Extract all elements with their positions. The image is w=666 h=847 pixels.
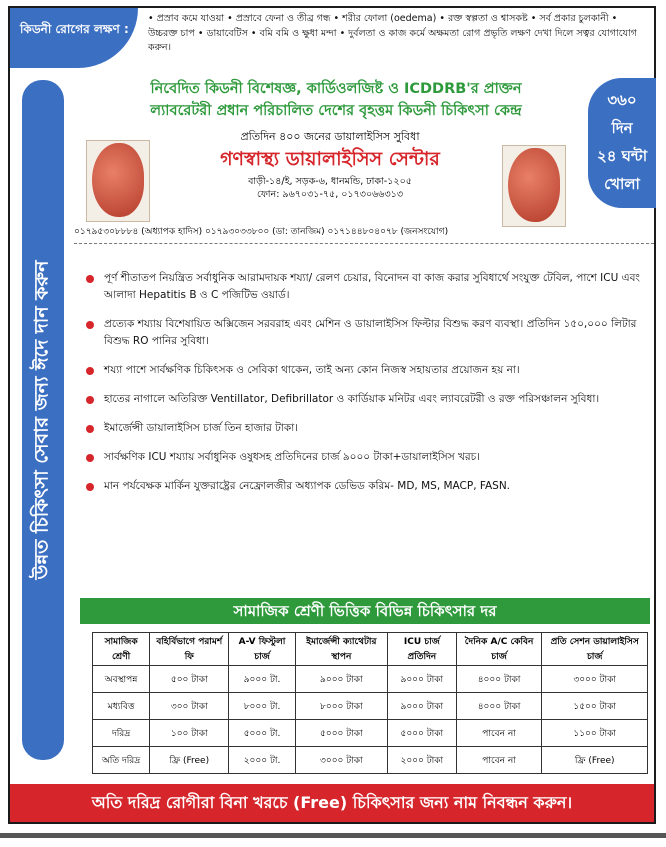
header-tagline (86, 78, 586, 122)
table-cell: ফ্রি (Free) (150, 747, 229, 774)
table-header-cell: প্রতি সেশন ডায়ালাইসিস চার্জ (542, 633, 648, 666)
feature-item: প্রত্যেক শয্যায় বিশেষায়িত অক্সিজেন সরবরাহ এবং মেশিন ও ডায়ালাইসিস ফিল্টার বিশুদ্ধ করণ ব্যবস্থা। প্রতিদিন ১৫০,০০০ লিটার বিশুদ্ধ RO পানির সুবিধা। (80, 316, 652, 350)
table-cell: ৯০০০ টাকা (295, 666, 387, 693)
rates-title: সামাজিক শ্রেণী ভিত্তিক বিভিন্ন চিকিৎসার দর (80, 598, 650, 624)
table-cell: অতি দরিদ্র (93, 747, 150, 774)
table-cell: ৫০০ টাকা (150, 666, 229, 693)
feature-item: সার্বক্ষণিক ICU শয্যায় সর্বাধুনিক ওষুধসহ প্রতিদিনের চার্জ ৯০০০ টাকা+ডায়ালাইসিস খরচ। (80, 449, 652, 466)
center-address-block (210, 175, 450, 201)
table-header-cell: A-V ফিস্টুলা চার্জ (229, 633, 295, 666)
divider (74, 243, 654, 244)
table-cell: ২০০০ টাকা (387, 747, 456, 774)
table-cell: ১০০ টাকা (150, 720, 229, 747)
table-cell: ৫০০০ টা. (229, 720, 295, 747)
table-row (93, 693, 648, 720)
table-cell: ৫০০০ টাকা (387, 720, 456, 747)
feature-item: পূর্ণ শীতাতপ নিয়ন্ত্রিত সর্বাধুনিক আরামদায়ক শয্যা/ রেলণ চেয়ার, বিনোদন বা কাজ করার সুবিধার্থে সংযুক্ত টেবিল, পাশে ICU এবং আলাদা Hepatitis B ও C পজিটিভ ওয়ার্ড। (80, 270, 652, 304)
badge-line-2: দিন (611, 119, 633, 137)
table-cell: ৪০০০ টাকা (456, 693, 542, 720)
table-cell: ১৫০০ টাকা (542, 693, 648, 720)
table-cell: ৯০০০ টাকা (387, 666, 456, 693)
daily-capacity: প্রতিদিন ৪০০ জনের ডায়ালাইসিস সুবিধা (240, 130, 420, 143)
table-cell: মধ্যবিত্ত (93, 693, 150, 720)
table-cell: ১১০০ টাকা (542, 720, 648, 747)
table-header-cell: বহির্বিভাগে পরামর্শ ফি (150, 633, 229, 666)
table-cell: ৩০০০ টাকা (295, 747, 387, 774)
table-cell: ফ্রি (Free) (542, 747, 648, 774)
table-cell: ৮০০০ টাকা (295, 693, 387, 720)
rates-table (92, 632, 648, 774)
feature-item: শয্যা পাশে সার্বক্ষণিক চিকিৎসক ও সেবিকা থাকেন, তাই অন্য কোন নিজস্ব সহায়তার প্রয়োজন হয় না। (80, 362, 652, 379)
table-cell: ৯০০০ টাকা (387, 693, 456, 720)
symptoms-text: • প্রস্রাব কমে যাওয়া • প্রস্রাবে ফেনা ও তীব্র গন্ধ • শরীর ফোলা (oedema) • রক্ত স্বল্পতা ও শ্বাসকষ্ট • সর্ব প্রকার চুলকানী • উচ্চরক্ত চাপ • ডায়াবেটিস • বমি বমি ও ক্ষুধা মন্দা • দুর্বলতা ও কাজ কর্মে অক্ষমতা রোগ প্রভৃতি লক্ষণ দেখা দিলে সত্বর যোগাযোগ করুন। (148, 13, 637, 53)
table-cell: দরিদ্র (93, 720, 150, 747)
vertical-donation-banner (22, 80, 64, 760)
table-row (93, 720, 648, 747)
table-cell: পাবেন না (456, 747, 542, 774)
symptoms-label: কিডনী রোগের লক্ষণ : (10, 8, 138, 68)
kidney-icon-right (508, 148, 560, 222)
center-phone: ফোন: ৯৬৭০৩১-৭৫, ০১৭৩০৬৬৩১৩ (256, 189, 404, 200)
header-line-2: ল্যাবরেটরী প্রধান পরিচালিত দেশের বৃহত্তম কিডনী চিকিৎসা কেন্দ্র (150, 103, 522, 119)
table-header-cell: দৈনিক A/C কেবিন চার্জ (456, 633, 542, 666)
table-cell: অবস্থাপন্ন (93, 666, 150, 693)
kidney-icon-left (92, 143, 144, 217)
table-cell: ৪০০০ টাকা (456, 666, 542, 693)
table-cell: ৯০০০ টা. (229, 666, 295, 693)
header-line-1: নিবেদিত কিডনী বিশেষজ্ঞ, কার্ডিওলজিষ্ট ও ICDDRB'র প্রাক্তন (150, 81, 522, 97)
table-cell: ৫০০০ টাকা (295, 720, 387, 747)
table-header-cell: ইমার্জেন্সী ক্যাথেটার স্থাপন (295, 633, 387, 666)
table-header-cell: সামাজিক শ্রেণী (93, 633, 150, 666)
contact-phones: ০১৭৯৫৩০৮৮৮৪ (অধ্যাপক হাদিস) ০১৭৯৩০৩৩৮০০ (ডা: তানজিম) ০১৭১৪৪৮০৪০৭৮ (জনসংযোগ) (74, 227, 449, 237)
table-cell: ৩০০ টাকা (150, 693, 229, 720)
feature-item: মান পর্যবেক্ষক মার্কিন যুক্তরাষ্ট্রের নেফ্রোলজীর অধ্যাপক ডেভিড করিম- MD, MS, MACP, FASN. (80, 478, 652, 495)
badge-line-1: ৩৬০ (607, 91, 637, 109)
feature-list (80, 270, 652, 507)
table-cell: ৩০০০ টাকা (542, 666, 648, 693)
table-header-cell: ICU চার্জ প্রতিদিন (387, 633, 456, 666)
table-row (93, 666, 648, 693)
table-row (93, 747, 648, 774)
advertisement (8, 6, 656, 824)
free-registration-footer: অতি দরিদ্র রোগীরা বিনা খরচে (Free) চিকিৎসার জন্য নাম নিবন্ধন করুন। (10, 784, 654, 822)
page-bottom-rule (0, 833, 666, 838)
vertical-banner-text: উন্নত চিকিৎসা সেবার জন্য ঈদে দান করুন (30, 260, 52, 580)
center-address: বাড়ী-১৪/ই, সড়ক-৬, ধানমন্ডি, ঢাকা-১২০৫ (248, 176, 412, 187)
feature-item: ইমার্জেন্সী ডায়ালাইসিস চার্জ তিন হাজার টাকা। (80, 420, 652, 437)
hours-badge (588, 78, 656, 208)
badge-line-4: খোলা (604, 175, 640, 193)
feature-item: হাতের নাগালে অতিরিক্ত Ventillator, Defibrillator ও কার্ডিয়াক মনিটর এবং ল্যাবরেটরী ও রক্ত পরিসঞ্চালন সুবিধা। (80, 391, 652, 408)
table-cell: পাবেন না (456, 720, 542, 747)
center-name: গণস্বাস্থ্য ডায়ালাইসিস সেন্টার (220, 148, 440, 170)
table-header-row (93, 633, 648, 666)
table-cell: ২০০০ টা. (229, 747, 295, 774)
badge-line-3: ২৪ ঘন্টা (596, 147, 648, 165)
table-cell: ৮০০০ টা. (229, 693, 295, 720)
